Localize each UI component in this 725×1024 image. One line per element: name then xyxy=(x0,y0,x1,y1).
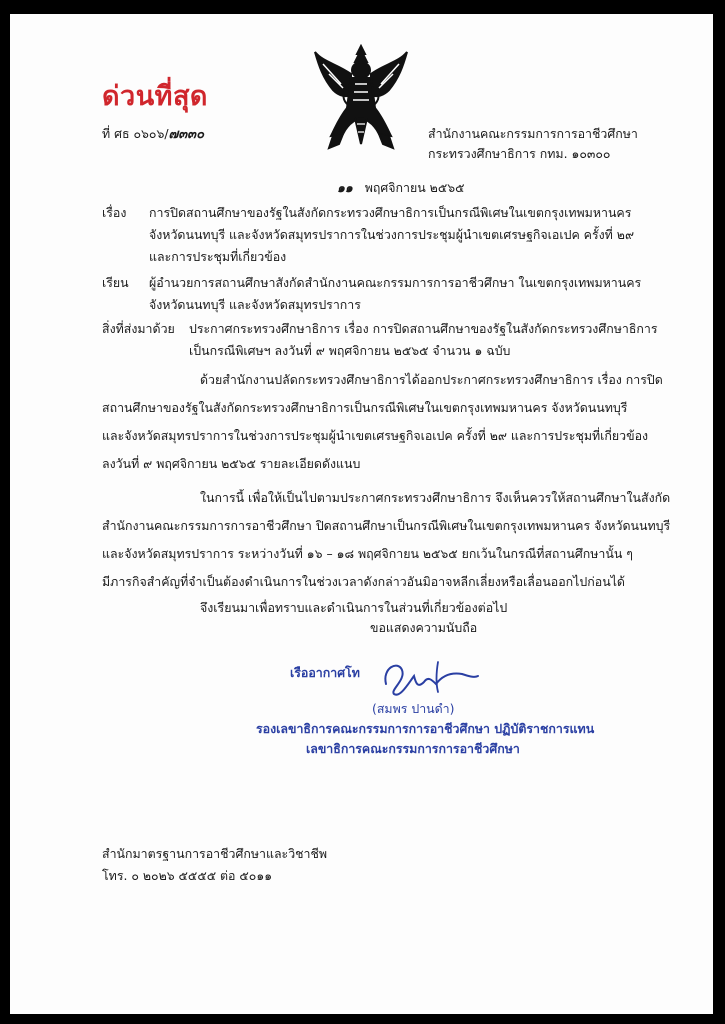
garuda-emblem xyxy=(313,44,409,154)
document-number xyxy=(102,124,204,145)
subject-label: เรื่อง xyxy=(102,205,127,220)
signer-title-line-2: เลขาธิการคณะกรรมการการอาชีวศึกษา xyxy=(306,741,520,756)
recipient-text xyxy=(149,272,641,316)
subject-line: และการประชุมที่เกี่ยวข้อง xyxy=(149,249,287,264)
paragraph-line: ลงวันที่ ๙ พฤศจิกายน ๒๕๖๕ รายละเอียดดังแนบ xyxy=(102,456,361,471)
handwritten-signature xyxy=(380,654,480,700)
enclosure-block xyxy=(102,318,662,362)
subject-text xyxy=(149,202,634,268)
urgency-stamp: ด่วนที่สุด xyxy=(102,81,208,112)
paragraph-line: ในการนี้ เพื่อให้เป็นไปตามประกาศกระทรวงศึกษาธิการ จึงเห็นควรให้สถานศึกษาในสังกัด xyxy=(200,490,671,505)
recipient-line: ผู้อำนวยการสถานศึกษาสังกัดสำนักงานคณะกรรมการการอาชีวศึกษา ในเขตกรุงเทพมหานคร xyxy=(149,275,642,290)
recipient-line: จังหวัดนนทบุรี และจังหวัดสมุทรปราการ xyxy=(149,297,361,312)
footer-phone: โทร. ๐ ๒๐๒๖ ๕๕๕๕ ต่อ ๕๐๑๑ xyxy=(102,868,273,883)
paragraph-line: และจังหวัดสมุทรปราการ ระหว่างวันที่ ๑๖ – ๑๘ พฤศจิกายน ๒๕๖๕ ยกเว้นในกรณีที่สถานศึกษานั้น ๆ xyxy=(102,546,633,561)
footer-office: สำนักมาตรฐานการอาชีวศึกษาและวิชาชีพ xyxy=(102,846,328,861)
paragraph-line: มีภารกิจสำคัญที่จำเป็นต้องดำเนินการในช่วงเวลาดังกล่าวอันมิอาจหลีกเลี่ยงหรือเลื่อนออกไปก่อนได้ xyxy=(102,574,625,589)
sender-line-1: สำนักงานคณะกรรมการการอาชีวศึกษา xyxy=(428,126,638,141)
paragraph-line: สำนักงานคณะกรรมการการอาชีวศึกษา ปิดสถานศึกษาเป็นกรณีพิเศษในเขตกรุงเทพมหานคร จังหวัดนนทบุรี xyxy=(102,518,671,533)
subject-line: จังหวัดนนทบุรี และจังหวัดสมุทรปราการในช่วงการประชุมผู้นำเขตเศรษฐกิจเอเปค ครั้งที่ ๒๙ xyxy=(149,227,635,242)
signer-title-line-1: รองเลขาธิการคณะกรรมการการอาชีวศึกษา ปฏิบัติราชการแทน xyxy=(256,721,595,736)
signer-rank: เรืออากาศโท xyxy=(290,665,360,680)
subject-block xyxy=(102,202,662,268)
date-day-handwritten: ๑๑ xyxy=(337,180,353,195)
document-number-handwritten: ๗๓๓๐ xyxy=(168,127,204,142)
closing-phrase: ขอแสดงความนับถือ xyxy=(370,620,478,635)
paragraph-line: และจังหวัดสมุทรปราการในช่วงการประชุมผู้นำเขตเศรษฐกิจเอเปค ครั้งที่ ๒๙ และการประชุมที่เกี่ยวข้อง xyxy=(102,428,649,443)
recipient-block xyxy=(102,272,662,316)
subject-line: การปิดสถานศึกษาของรัฐในสังกัดกระทรวงศึกษาธิการเป็นกรณีพิเศษในเขตกรุงเทพมหานคร xyxy=(149,205,632,220)
letter-date xyxy=(337,178,464,198)
paragraph-line: สถานศึกษาของรัฐในสังกัดกระทรวงศึกษาธิการเป็นกรณีพิเศษในเขตกรุงเทพมหานคร จังหวัดนนทบุรี xyxy=(102,400,628,415)
enclosure-line: เป็นกรณีพิเศษฯ ลงวันที่ ๙ พฤศจิกายน ๒๕๖๕ จำนวน ๑ ฉบับ xyxy=(189,343,511,358)
date-month-year: พฤศจิกายน ๒๕๖๕ xyxy=(364,180,465,195)
letter-page xyxy=(10,14,713,1014)
body-paragraph-2 xyxy=(102,484,671,596)
paragraph-line: ด้วยสำนักงานปลัดกระทรวงศึกษาธิการได้ออกประกาศกระทรวงศึกษาธิการ เรื่อง การปิด xyxy=(200,372,663,387)
enclosure-line: ประกาศกระทรวงศึกษาธิการ เรื่อง การปิดสถานศึกษาของรัฐในสังกัดกระทรวงศึกษาธิการ xyxy=(189,321,658,336)
sender-address xyxy=(428,124,638,164)
recipient-label: เรียน xyxy=(102,275,129,290)
signer-name: (สมพร ปานดำ) xyxy=(372,701,455,716)
body-paragraph-1 xyxy=(102,366,662,478)
document-number-prefix: ที่ ศธ ๐๖๐๖/ xyxy=(102,126,169,141)
enclosure-label: สิ่งที่ส่งมาด้วย xyxy=(102,321,175,336)
enclosure-text xyxy=(189,318,658,362)
paragraph-line: จึงเรียนมาเพื่อทราบและดำเนินการในส่วนที่เกี่ยวข้องต่อไป xyxy=(200,600,508,615)
sender-line-2: กระทรวงศึกษาธิการ กทม. ๑๐๓๐๐ xyxy=(428,146,611,161)
